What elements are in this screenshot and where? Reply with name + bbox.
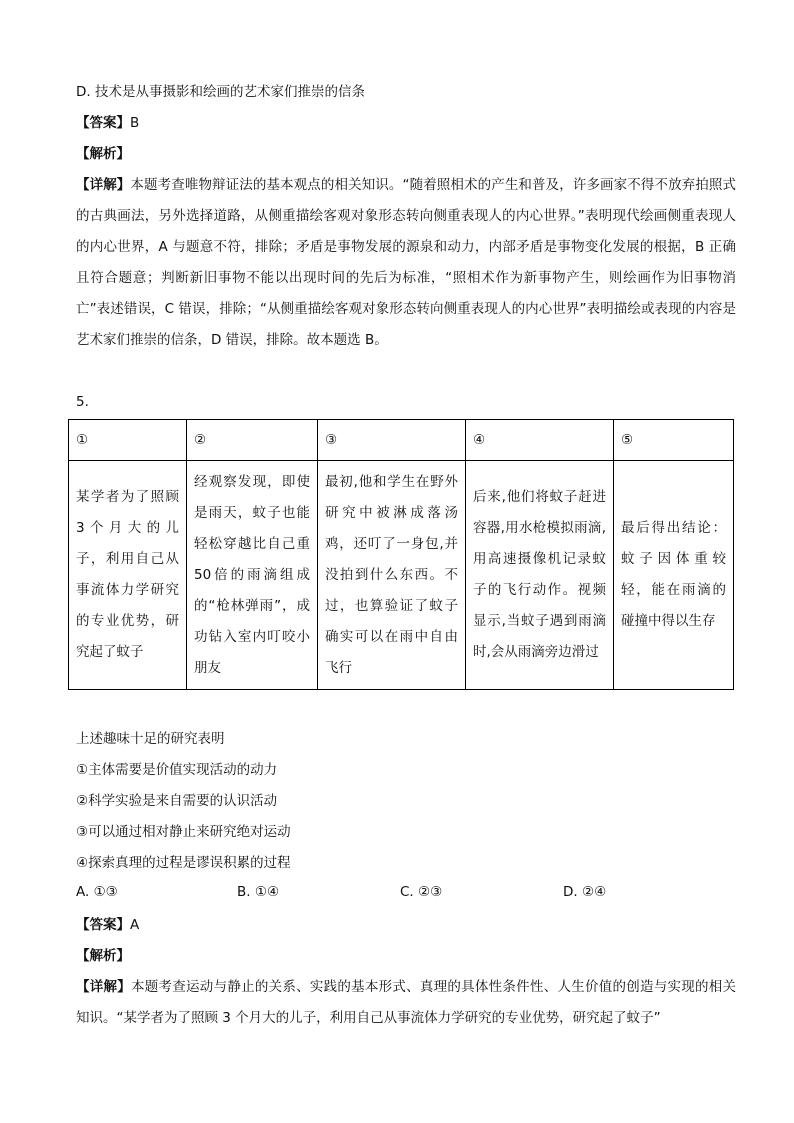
prev-detail-paragraph [76,170,736,356]
option-b: B. ①④ [237,884,280,900]
detail-tag: 【详解】 [76,979,132,995]
detail-text: 本题考查唯物辩证法的基本观点的相关知识。“随着照相术的产生和普及，许多画家不得不放弃拍照式的古典画法，另外选择道路，从侧重描绘客观对象形态转向侧重表现人的内心世界。”表明现代绘画侧重表现人的内心世界，A 与题意不符，排除；矛盾是事物发展的源泉和动力，内部矛盾是事物变化发展的根据，B 正确且符合题意；判断新旧事物不能以出现时间的先后为标准，“照相术作为新事物产生，则绘画作为旧事物消亡”表述错误，C 错误，排除；“从侧重描绘客观对象形态转向侧重表现人的内心世界”表明描绘或表现的内容是艺术家们推崇的信条，D 错误，排除。故本题选 B。 [76,177,736,348]
table-cell: 经观察发现，即使是雨天，蚊子也能轻松穿越比自己重50倍的雨滴组成的“枪林弹雨”，成功钻入室内叮咬小朋友 [187,461,318,690]
detail-text: 本题考查运动与静止的关系、实践的基本形式、真理的具体性条件性、人生价值的创造与实现的相关知识。“某学者为了照顾 3 个月大的儿子，利用自己从事流体力学研究的专业优势，研究起了蚊子” [76,979,737,1026]
table-header-cell: ⑤ [614,420,734,461]
option-a: A. ①③ [76,884,118,900]
answer-value: B [130,115,140,131]
q5-analysis-tag: 【解析】 [76,948,130,964]
table-header-row [69,420,734,461]
prev-answer-line [76,113,139,133]
answer-tag: 【答案】 [76,115,130,131]
question-stem: 上述趣味十足的研究表明 [76,731,225,747]
answer-options [76,884,736,906]
detail-tag: 【详解】 [76,177,131,193]
table-cell: 最初,他和学生在野外研究中被淋成落汤鸡，还叮了一身包,并没拍到什么东西。不过，也算验证了蚊子确实可以在雨中自由飞行 [318,461,466,690]
option-d: D. ②④ [563,884,607,900]
research-table [68,419,734,690]
statement-2: ②科学实验是来自需要的认识活动 [76,793,278,809]
table-header-cell: ④ [466,420,614,461]
q5-answer-line [76,915,139,935]
statement-3: ③可以通过相对静止来研究绝对运动 [76,824,291,840]
table-cell: 最后得出结论：蚊子因体重较轻，能在雨滴的碰撞中得以生存 [614,461,734,690]
prev-option-d: D. 技术是从事摄影和绘画的艺术家们推崇的信条 [76,84,365,100]
table-header-cell: ① [69,420,187,461]
table-header-cell: ③ [318,420,466,461]
q5-detail-paragraph [76,972,736,1034]
statement-1: ①主体需要是价值实现活动的动力 [76,762,278,778]
table-header-cell: ② [187,420,318,461]
table-cell: 某学者为了照顾3个月大的儿子，利用自己从事流体力学研究的专业优势，研究起了蚊子 [69,461,187,690]
statement-4: ④探索真理的过程是谬误积累的过程 [76,855,291,871]
prev-analysis-tag: 【解析】 [76,146,130,162]
option-c: C. ②③ [400,884,443,900]
table-cell: 后来,他们将蚊子赶进容器,用水枪模拟雨滴,用高速摄像机记录蚊子的飞行动作。视频显示,当蚊子遇到雨滴时,会从雨滴旁边滑过 [466,461,614,690]
table-row [69,461,734,690]
answer-value: A [130,917,140,933]
question-number: 5. [76,394,89,410]
answer-tag: 【答案】 [76,917,130,933]
